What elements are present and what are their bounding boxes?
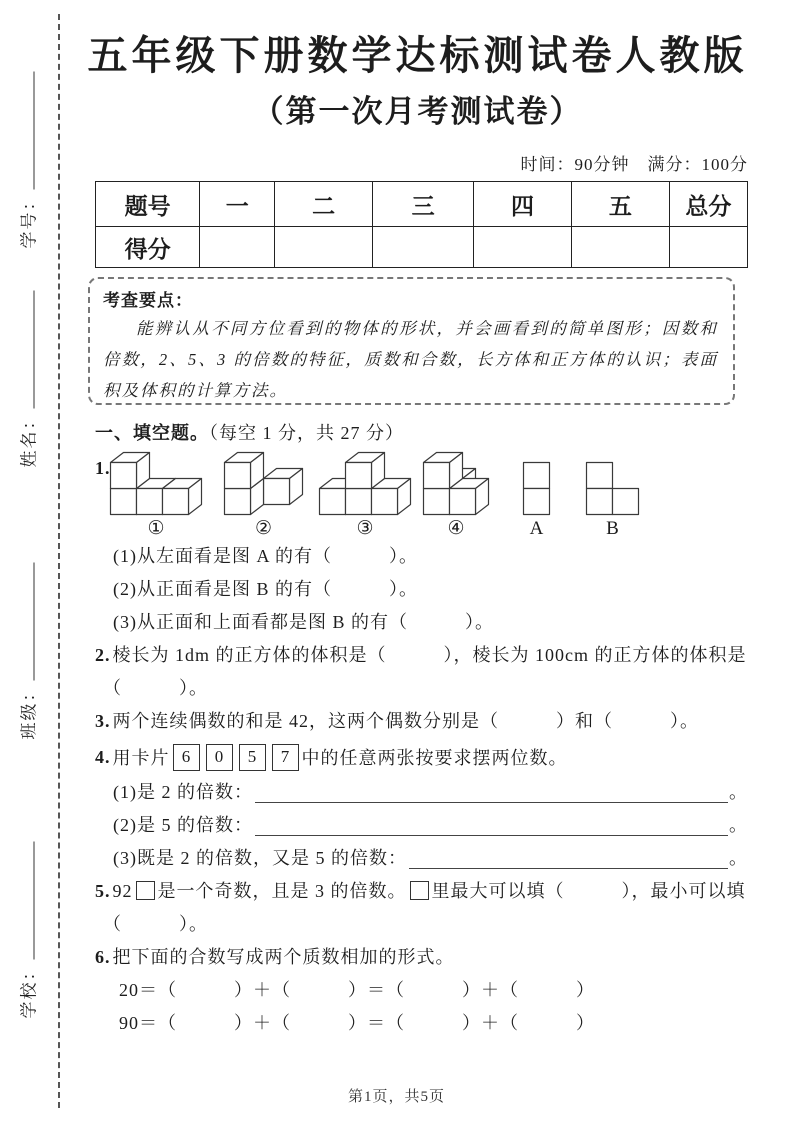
school-blank-line: [17, 842, 35, 960]
sidebar-field-school: [15, 842, 40, 1019]
student-id-label: 学号：: [19, 191, 39, 249]
question-5-number: 5.: [95, 881, 111, 901]
question-6-number: 6.: [95, 947, 111, 967]
view-figure-B: [585, 461, 640, 540]
question-4-sub-2-text: (2)是 5 的倍数：: [113, 815, 253, 835]
cube-figure-3-drawing: [318, 451, 412, 516]
question-4-text-before-cards: 用卡片: [112, 748, 170, 768]
score-cell: [669, 227, 747, 268]
question-4-sub-3-period: 。: [729, 848, 748, 868]
class-label: 班级：: [19, 682, 39, 740]
number-card-0: 0: [206, 744, 233, 771]
question-4-sub-1-text: (1)是 2 的倍数：: [113, 782, 253, 802]
question-6-text: 把下面的合数写成两个质数相加的形式。: [112, 947, 455, 967]
score-cell: [200, 227, 275, 268]
question-4-number: 4.: [95, 746, 111, 767]
question-1-sub-1: (1)从左面看是图 A 的有（ ）。: [113, 546, 418, 566]
number-card-7: 7: [272, 744, 299, 771]
question-2-text: 棱长为 1dm 的正方体的体积是（ ），棱长为 100cm 的正方体的体积是: [112, 645, 747, 665]
question-6-equation-20: 20＝（ ）＋（ ）＝（ ）＋（ ）: [119, 980, 595, 1000]
school-label: 学校：: [19, 961, 39, 1019]
empty-square-box: [410, 881, 429, 900]
number-card-6: 6: [173, 744, 200, 771]
figure-caption-1: ①: [147, 518, 165, 539]
question-1-number: 1.: [95, 458, 111, 478]
student-id-blank-line: [17, 72, 35, 190]
class-blank-line: [17, 563, 35, 681]
figure-caption-B: B: [606, 518, 619, 539]
key-points-body: 能辨认从不同方位看到的物体的形状，并会画看到的简单图形；因数和倍数，2、5、3 的倍数的特征，质数和合数，长方体和正方体的认识；表面积及体积的计算方法。: [103, 319, 718, 400]
score-table-col-4: 四: [474, 182, 572, 227]
score-cell: [275, 227, 373, 268]
cube-figure-3: [318, 451, 412, 540]
view-figure-A-drawing: [522, 461, 551, 516]
sidebar-dashed-divider: [58, 14, 60, 1108]
question-3: [95, 705, 748, 738]
question-1-sub-2: (2)从正面看是图 B 的有（ ）。: [113, 579, 418, 599]
number-card-5: 5: [239, 744, 266, 771]
question-5-text-1: 92: [112, 881, 133, 901]
key-points-box: [88, 277, 735, 405]
score-cell: [474, 227, 572, 268]
question-4-sub-1: [95, 776, 748, 809]
question-4-sub-3-text: (3)既是 2 的倍数，又是 5 的倍数：: [113, 848, 407, 868]
sidebar-field-class: [15, 563, 40, 740]
score-cell: [571, 227, 669, 268]
question-4-text-after-cards: 中的任意两张按要求摆两位数。: [301, 748, 568, 768]
score-table: [95, 181, 748, 268]
name-blank-line: [17, 291, 35, 409]
score-table-col-2: 二: [275, 182, 373, 227]
question-3-number: 3.: [95, 711, 111, 731]
figure-caption-2: ②: [254, 518, 273, 539]
question-4-sub-1-period: 。: [729, 782, 748, 802]
answer-blank-line: [255, 835, 728, 836]
view-figure-A: [522, 461, 551, 540]
question-4-sub-3: [95, 842, 748, 875]
question-2-continuation: （ ）。: [103, 678, 208, 698]
sidebar-field-student-id: [15, 72, 40, 249]
question-4-sub-2-period: 。: [729, 815, 748, 835]
page-title: 五年级下册数学达标测试卷人教版: [87, 33, 748, 78]
score-table-col-1: 一: [200, 182, 275, 227]
page-subtitle: （第一次月考测试卷）: [252, 94, 583, 129]
score-table-col-3: 三: [373, 182, 474, 227]
section-heading-note: （每空 1 分，共 27 分）: [209, 423, 404, 443]
figure-caption-3: ③: [356, 518, 374, 539]
score-row-label: 得分: [96, 227, 200, 268]
figure-caption-4: ④: [447, 518, 465, 539]
cube-figure-4-drawing: [422, 451, 490, 516]
section-fill-in-the-blank: [95, 420, 748, 1040]
cube-figure-2-drawing: [223, 451, 304, 516]
empty-square-box: [136, 881, 155, 900]
question-1-sub-3: (3)从正面和上面看都是图 B 的有（ ）。: [113, 612, 494, 632]
view-figure-B-drawing: [585, 461, 640, 516]
score-table-col-total: 总分: [669, 182, 747, 227]
cube-figure-1: [109, 451, 203, 540]
sidebar-field-name: [15, 291, 40, 468]
answer-blank-line: [255, 802, 728, 803]
page-number-footer: 第1页，共5页: [347, 1089, 445, 1105]
question-3-text: 两个连续偶数的和是 42，这两个偶数分别是（ ）和（ ）。: [112, 711, 699, 731]
score-table-corner-cell: 题号: [96, 182, 200, 227]
figure-caption-A: A: [529, 518, 544, 539]
score-cell: [373, 227, 474, 268]
question-1-figures-row: [95, 452, 748, 540]
name-label: 姓名：: [19, 410, 39, 468]
question-5-text-2: 是一个奇数，且是 3 的倍数。: [157, 881, 407, 901]
cube-figure-4: [422, 451, 490, 540]
question-2-number: 2.: [95, 645, 111, 665]
cube-figure-2: [223, 451, 304, 540]
question-2: [95, 639, 748, 672]
cube-figure-1-drawing: [109, 451, 203, 516]
section-heading-title: 一、填空题。: [95, 423, 209, 443]
score-table-col-5: 五: [571, 182, 669, 227]
question-5: [95, 875, 748, 908]
answer-blank-line: [409, 868, 728, 869]
question-6-equation-90: 90＝（ ）＋（ ）＝（ ）＋（ ）: [119, 1013, 595, 1033]
key-points-heading: 考查要点：: [103, 291, 193, 310]
question-4: [95, 738, 748, 776]
question-4-sub-2: [95, 809, 748, 842]
question-5-text-3: 里最大可以填（ ），最小可以填: [431, 881, 746, 901]
time-and-fullscore-meta: 时间：90分钟 满分：100分: [520, 155, 748, 174]
question-5-continuation: （ ）。: [103, 914, 208, 934]
section-heading: [95, 420, 748, 446]
question-6: [95, 941, 748, 974]
